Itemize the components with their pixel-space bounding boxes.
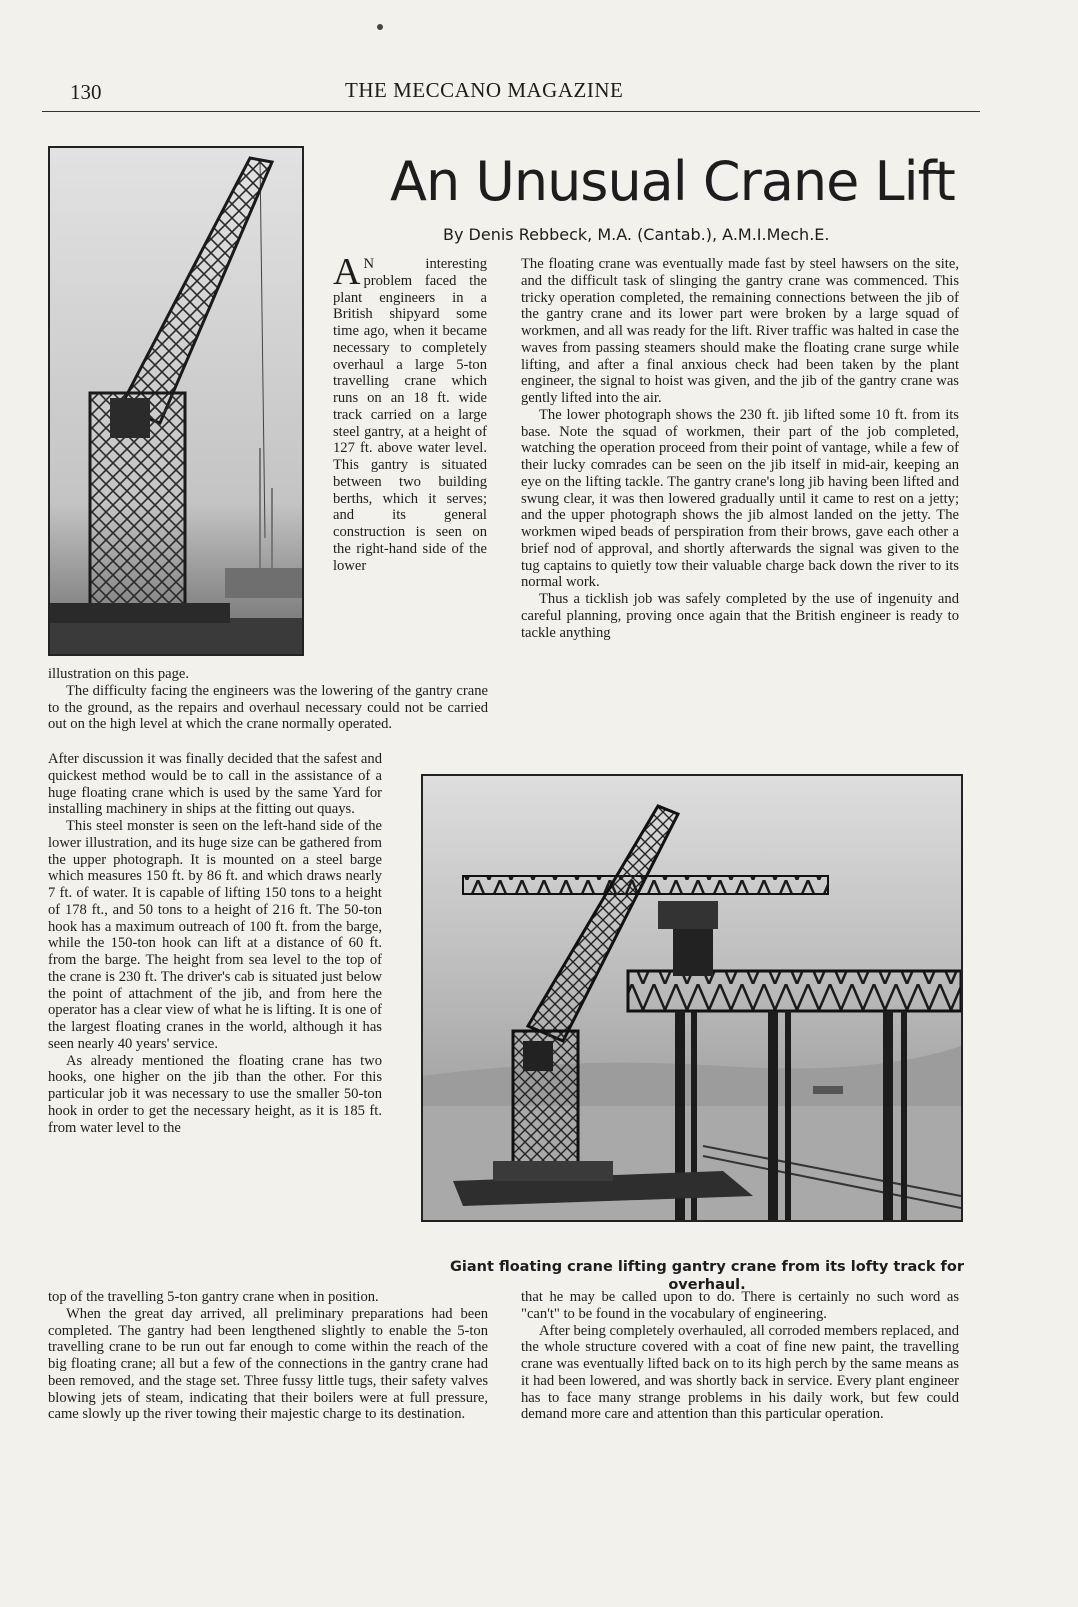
paragraph-3: This steel monster is seen on the left-hand side of the lower illustration, and its huge size can be gathered from the upper photograph. It is mounted on a steel barge which measures 150 ft. by 86 ft. and which draws nearly 7 ft. of water. It is capable of lifting 150 tons to a height of 178 ft., and 50 tons to a height of 216 ft. The 50-ton hook has a maximum outreach of 100 ft. from the barge, while the 150-ton hook can lift at a distance of 60 ft. from the barge. The height from sea level to the top of the crane is 230 ft. The driver's cab is situated just below the point of attachment of the jib, and from here the operator has a clear view of what he is lifting. It is one of the largest floating cranes in the world, although it has seen nearly 40 years' service. (48, 818, 382, 1052)
right-column-lower: that he may be called upon to do. There is certainly no such word as "can't" to be found in the vocabulary of engineering. After being completely overhauled, all corroded members replaced, and the whole structure covered with a coat of fine new paint, the travelling crane was eventually lifted back on to its high perch by the same means as it had been lowered, and was shortly back in service. Every plant engineer has to face many strange problems in his daily work, but few could demand more care and attention than this particular operation. (521, 1289, 959, 1423)
paragraph-2: The difficulty facing the engineers was the lowering of the gantry crane to the ground, as the repairs and overhaul necessary could not be carried out on the high level at which the crane normally operated. (48, 682, 488, 733)
lower-photo (421, 774, 963, 1222)
ink-dot (377, 24, 383, 30)
drop-cap: A (333, 251, 361, 293)
paragraph-r4: After being completely overhauled, all corroded members replaced, and the whole structure covered with a coat of fine new paint, the travelling crane was eventually lifted back on to its high perch by the same means as it had been lowered, and was shortly back in service. Every plant engineer has to face many strange problems in his daily work, but few could demand more care and attention than this particular operation. (521, 1322, 959, 1423)
left-column-upper: illustration on this page. The difficulty facing the engineers was the lowering of the gantry crane to the ground, as the repairs and overhaul necessary could not be carried out on the high level at which the crane normally operated. (48, 666, 488, 733)
running-head: THE MECCANO MAGAZINE (345, 78, 624, 102)
paragraph-4: As already mentioned the floating crane has two hooks, one higher on the jib than the other. For this particular job it was necessary to use the smaller 50-ton hook in order to get the necessary height, as it is 185 ft. from water level to the (48, 1052, 382, 1136)
header-rule (42, 111, 980, 112)
paragraph-r1: The floating crane was eventually made fast by steel hawsers on the site, and the difficult task of slinging the gantry crane was commenced. This tricky operation completed, the remaining connections between the jib of the gantry crane and its lower part were broken by a large squad of workmen, and all was ready for the lift. River traffic was halted in case the waves from passing steamers should make the floating crane surge while lifting, and after a final anxious check had been taken by the plant engineer, the signal to hoist was given, and the jib of the gantry crane was gently lifted into the air. (521, 256, 959, 406)
intro-paragraph: A N interesting problem faced the plant engineers in a British shipyard some time ago, when it became necessary to completely overhaul a large 5-ton travelling crane which runs on an 18 ft. wide track carried on a large steel gantry, at a height of 127 ft. above water level. This gantry is situated between two building berths, which it serves; and its general construction is seen on the right-hand side of the lower (333, 251, 487, 574)
article-title: An Unusual Crane Lift (390, 150, 955, 213)
lower-photo-caption: Giant floating crane lifting gantry crane from its lofty track for overhaul. (450, 1259, 964, 1293)
byline: By Denis Rebbeck, M.A. (Cantab.), A.M.I.Mech.E. (443, 225, 830, 244)
left-column-narrow: After discussion it was finally decided that the safest and quickest method would be to call in the assistance of a huge floating crane which is used by the same Yard for installing machinery in ships at the fitting out quays. This steel monster is seen on the left-hand side of the lower illustration, and its huge size can be gathered from the upper photograph. It is mounted on a steel barge which measures 150 ft. by 86 ft. and which draws nearly 7 ft. of water. It is capable of lifting 150 tons to a height of 178 ft., and 50 tons to a height of 216 ft. The 50-ton hook has a maximum outreach of 100 ft. from the barge, while the 150-ton hook can lift at a distance of 60 ft. from the barge. The height from sea level to the top of the crane is 230 ft. The driver's cab is situated just below the point of attachment of the jib, and from here the operator has a clear view of what he is lifting. It is one of the largest floating cranes in the world, although it has seen nearly 40 years' service. As already mentioned the floating crane has two hooks, one higher on the jib than the other. For this particular job it was necessary to use the smaller 50-ton hook in order to get the necessary height, as it is 185 ft. from water level to the (48, 751, 382, 1136)
upper-photo (48, 146, 304, 656)
paragraph-r3: Thus a ticklish job was safely completed by the use of ingenuity and careful planning, proving once again that the British engineer is ready to tackle anything (521, 591, 959, 641)
right-column-upper (521, 256, 959, 641)
page-number: 130 (70, 80, 102, 104)
paragraph-r2: The lower photograph shows the 230 ft. jib lifted some 10 ft. from its base. Note the squad of workmen, their part of the job completed, watching the operation proceed from their point of vantage, while a few of their lucky comrades can be seen on the jib itself in mid-air, keeping an eye on the lifting tackle. The gantry crane's long jib having been lifted and swung clear, it was then lowered gradually until it came to rest on a jetty; and the upper photograph shows the jib almost landed on the jetty. The workmen wiped beads of perspiration from their brows, gave each other a brief nod of approval, and shortly afterwards the signal was given to the tug captains to quietly tow their valuable charge back down the river to its normal work. (521, 406, 959, 591)
paragraph-5: When the great day arrived, all preliminary preparations had been completed. The gantry had been lengthened slightly to enable the 5-ton travelling crane to be run out far enough to come within the reach of the big floating crane; all but a few of the connections in the gantry crane had been removed, and the stage set. Three fussy little tugs, their safety valves blowing jets of steam, indicating that their boilers were at full pressure, came slowly up the river towing their majestic charge to its destination. (48, 1305, 488, 1423)
left-column-lower: top of the travelling 5-ton gantry crane when in position. When the great day arrived, all preliminary preparations had been completed. The gantry had been lengthened slightly to enable the 5-ton travelling crane to be run out far enough to come within the reach of the big floating crane; all but a few of the connections in the gantry crane had been removed, and the stage set. Three fussy little tugs, their safety valves blowing jets of steam, indicating that their boilers were at full pressure, came slowly up the river towing their majestic charge to its destination. (48, 1289, 488, 1423)
